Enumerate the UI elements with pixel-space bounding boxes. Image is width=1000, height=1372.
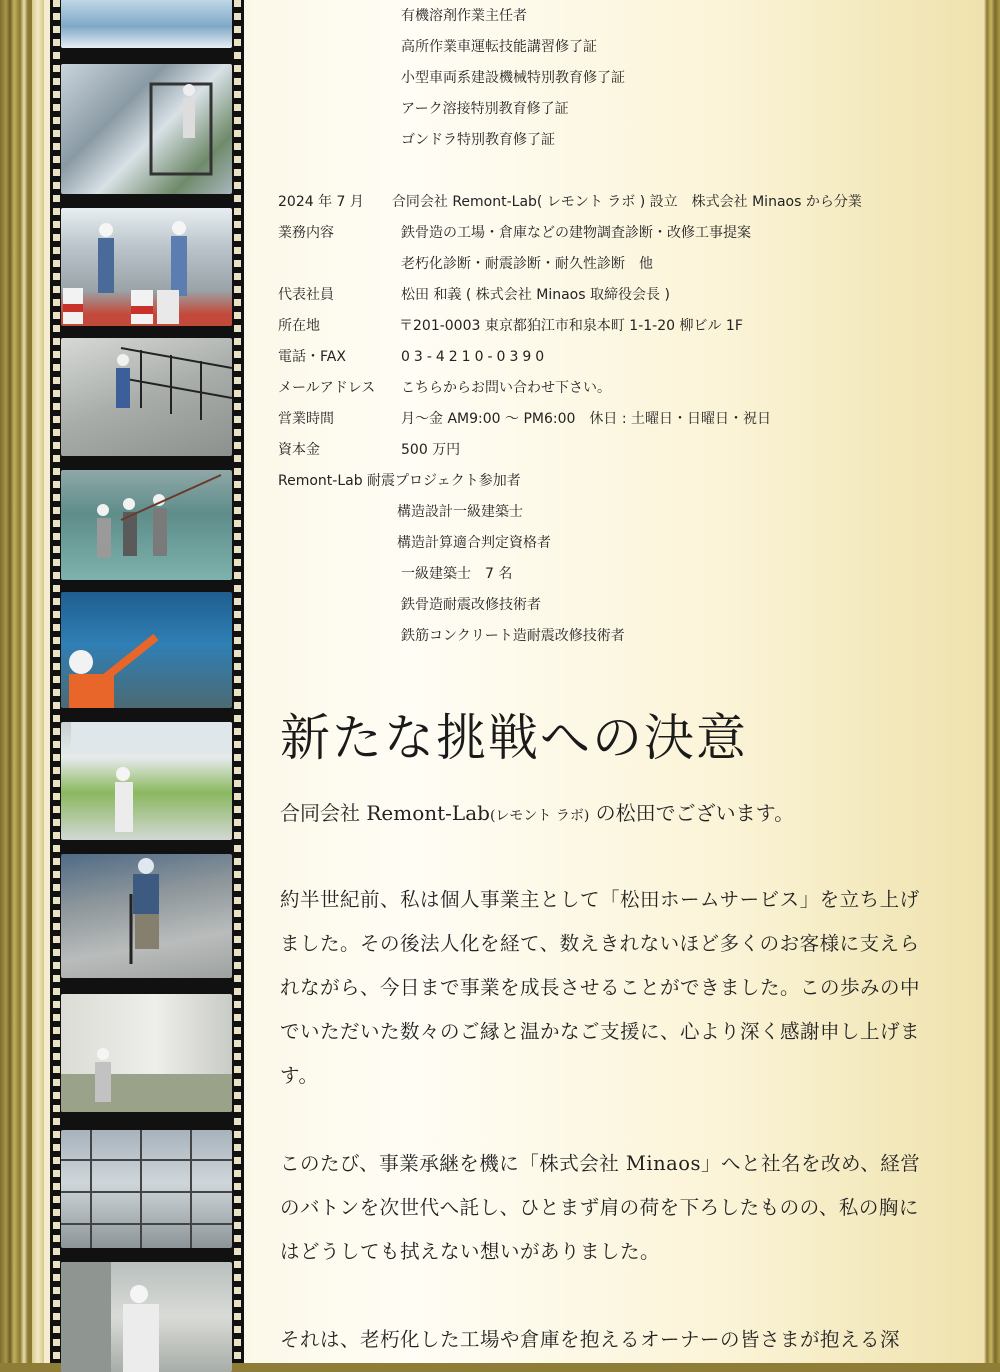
phone-value: 03-4210-0390 [401,349,549,365]
phone-label: 電話・FAX [278,349,346,365]
hours-value: 月～金 AM9:00 ～ PM6:00 休日 : 土曜日・日曜日・祝日 [401,411,772,427]
message-paragraph: このたび、事業承継を機に「株式会社 Minaos」へと社名を改め、経営のバトンを次世代へ託し、ひとまず肩の荷を下ろしたものの、私の胸にはどうしても拭えない想いがありました。 [280,1152,921,1263]
film-frame-ceiling-work [61,722,232,840]
project-member: 構造計算適合判定資格者 [397,535,551,551]
business-label: 業務内容 [278,225,334,241]
film-frame-rope-crew [61,470,232,580]
frame-right-rail [984,0,1000,1363]
floor-worker-icon [61,994,232,1112]
qualification-item: アーク溶接特別教育修了証 [401,101,569,117]
film-frame-overhead-spraying [61,592,232,708]
film-frame-paint-cans [61,208,232,326]
film-frame-scaffold-facade [61,1130,232,1248]
film-frame-rooftop-washing [61,338,232,456]
qualification-item: 有機溶剤作業主任者 [401,8,527,24]
film-strip [50,0,244,1363]
railing-icon [61,338,232,456]
address-label: 所在地 [278,318,320,334]
section-heading: 新たな挑戦への決意 [280,709,748,767]
qualification-item: 小型車両系建設機械特別教育修了証 [401,70,625,86]
film-perforations-left [53,0,60,1363]
ceiling-worker-icon [61,722,232,840]
project-title: Remont-Lab 耐震プロジェクト参加者 [278,473,521,489]
project-member: 鉄骨造耐震改修技術者 [401,597,541,613]
capital-label: 資本金 [278,442,320,458]
crew-icon [61,470,232,580]
representative-label: 代表社員 [278,287,334,303]
email-label: メールアドレス [278,380,376,396]
wall-worker-icon [61,1262,232,1372]
intro-line [280,798,794,831]
sprayer-icon [61,592,232,708]
intro-suffix: の松田でございます。 [589,801,795,825]
project-member: 構造設計一級建築士 [397,504,523,520]
project-member: 一級建築士 7 名 [401,566,513,582]
business-value: 老朽化診断・耐震診断・耐久性診断 他 [401,256,653,272]
qualification-item: ゴンドラ特別教育修了証 [401,132,555,148]
washer-icon [61,854,232,978]
address-value: 〒201-0003 東京都狛江市和泉本町 1-1-20 柳ビル 1F [399,318,743,334]
film-frame-interior-floor [61,994,232,1112]
representative-value: 松田 和義 ( 株式会社 Minaos 取締役会長 ) [401,287,670,303]
contact-link[interactable]: こちらからお問い合わせ下さい。 [401,380,611,396]
film-frame-window-installation [61,64,232,194]
film-perforations-right [234,0,241,1363]
message-paragraph: それは、老朽化した工場や倉庫を抱えるオーナーの皆さまが抱える深 [280,1328,901,1351]
worker-figure-icon [61,64,232,194]
message-paragraph: 約半世紀前、私は個人事業主として「松田ホームサービス」を立ち上げました。その後法人化を経て、数えきれないほど多くのお客様に支えられながら、今日まで事業を成長させることができました。この歩みの中でいただいた数々のご縁と温かなご支援に、心より深く感謝申し上げます。 [280,888,921,1087]
qualification-item: 高所作業車運転技能講習修了証 [401,39,597,55]
company-founding-line: 2024 年 7 月 合同会社 Remont-Lab( レモント ラボ ) 設立 株式会社 Minaos から分業 [278,194,862,210]
capital-value: 500 万円 [401,442,461,458]
hours-label: 営業時間 [278,411,334,427]
business-value: 鉄骨造の工場・倉庫などの建物調査診断・改修工事提案 [401,225,751,241]
frame-inner-rail [32,0,44,1363]
film-frame-pressure-washing [61,854,232,978]
film-frame-exterior-wall [61,1262,232,1372]
intro-prefix: 合同会社 Remont-Lab [280,801,490,825]
intro-reading: (レモント ラボ) [489,808,590,824]
workers-icon [61,208,232,326]
project-member: 鉄筋コンクリート造耐震改修技術者 [401,628,625,644]
film-frame-building-deck [61,0,232,48]
scaffold-icon [61,1130,232,1248]
